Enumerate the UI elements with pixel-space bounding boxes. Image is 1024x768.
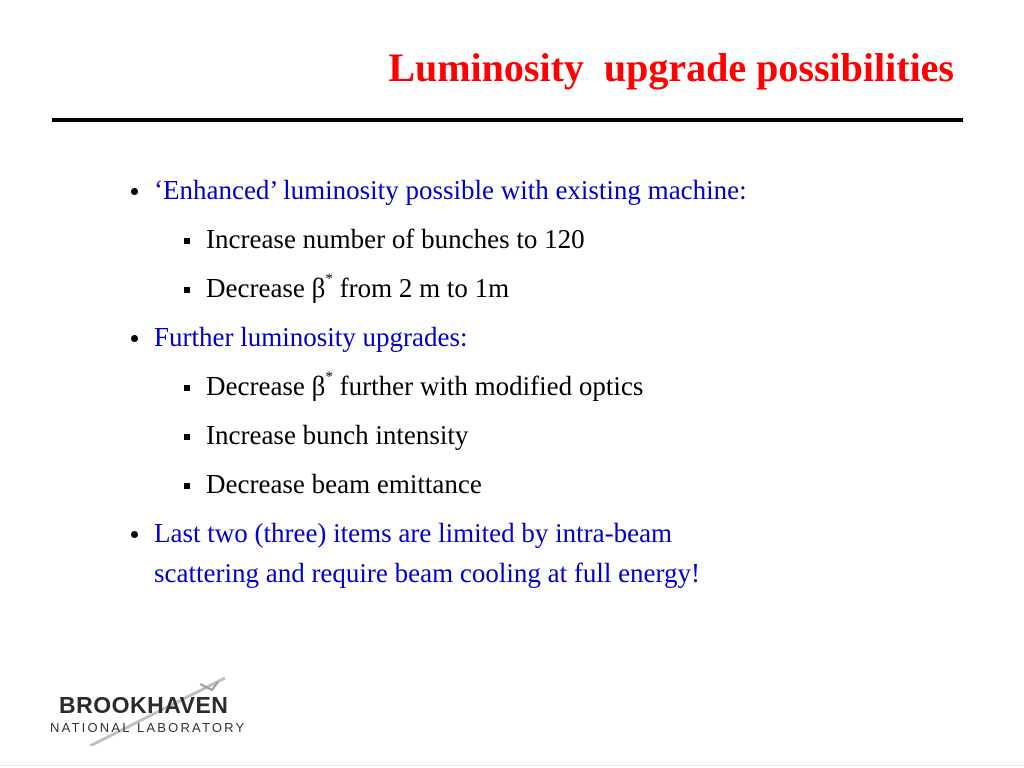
sub-bullet-text-suffix: further with modified optics (332, 371, 644, 401)
sub-bullet-text: Increase number of bunches to 120 (206, 224, 585, 254)
bullet-square-icon (184, 287, 190, 293)
sub-bullet-text-suffix: from 2 m to 1m (332, 273, 510, 303)
bullet-dot-icon (131, 188, 138, 195)
bullet-item-further (130, 317, 970, 357)
bullet-square-icon (184, 238, 190, 244)
bullet-list (130, 170, 970, 602)
bullet-dot-icon (131, 531, 138, 538)
footer-divider (0, 765, 1024, 766)
sub-bullet-item (130, 366, 970, 406)
bullet-square-icon (184, 434, 190, 440)
superscript: * (325, 271, 333, 287)
sub-bullet-item (130, 464, 970, 504)
title-rule (52, 118, 963, 122)
sub-bullet-text: Increase bunch intensity (206, 420, 469, 450)
bullet-item-enhanced (130, 170, 970, 210)
sub-bullet-item (130, 268, 970, 308)
bullet-text: Further luminosity upgrades: (154, 322, 468, 352)
sub-bullet-item (130, 415, 970, 455)
bullet-dot-icon (131, 335, 138, 342)
bullet-item-last-two (130, 513, 970, 593)
superscript: * (325, 369, 333, 385)
bullet-text: ‘Enhanced’ luminosity possible with existing machine: (154, 175, 747, 205)
slide-title: Luminosity upgrade possibilities (388, 45, 954, 90)
sub-bullet-item (130, 219, 970, 259)
logo-subtitle: NATIONAL LABORATORY (50, 720, 247, 735)
bullet-square-icon (184, 483, 190, 489)
bullet-text-line1: Last two (three) items are limited by intra-beam (154, 518, 673, 548)
sub-bullet-text: Decrease β (206, 371, 326, 401)
brookhaven-logo (50, 676, 275, 746)
sub-bullet-text: Decrease beam emittance (206, 469, 482, 499)
sub-bullet-text: Decrease β (206, 273, 326, 303)
logo-wordmark: BROOKHAVEN (59, 692, 229, 718)
bullet-square-icon (184, 385, 190, 391)
bullet-text-line2: scattering and require beam cooling at full energy! (154, 558, 701, 588)
